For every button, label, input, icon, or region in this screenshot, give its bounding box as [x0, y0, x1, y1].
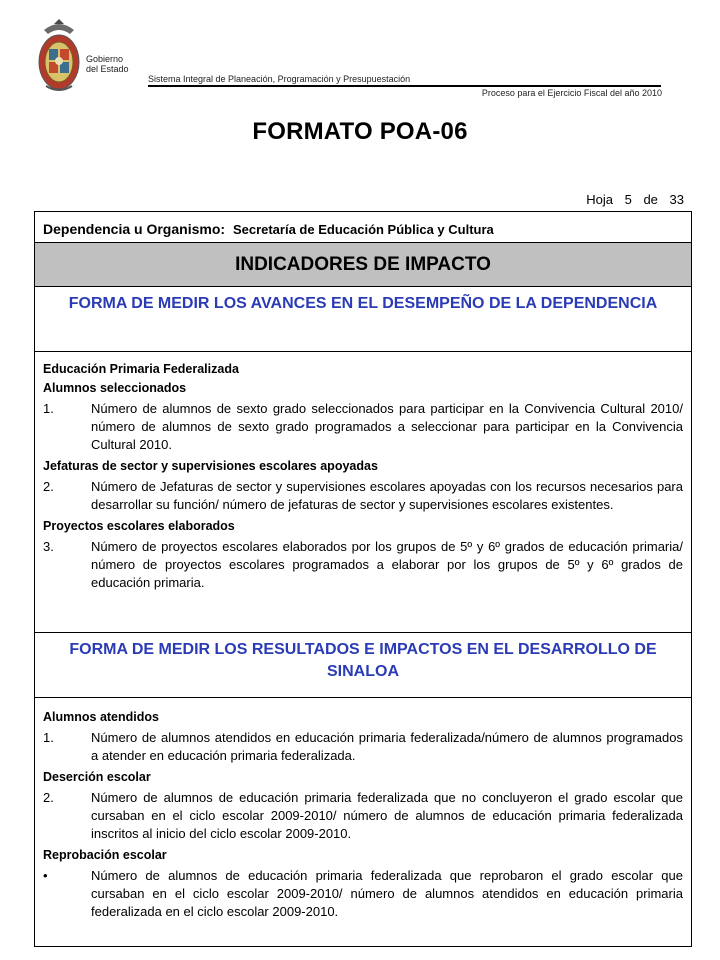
item-text: Número de alumnos de educación primaria federalizada que reprobaron el grado escolar que cursaban en el ciclo escolar 2009-2010/ número de alumnos atendidos en educación primaria federalizada en el ciclo escolar 2009-2010. [91, 868, 683, 919]
section2-group-3 [43, 848, 683, 921]
system-name: Sistema Integral de Planeación, Programación y Presupuestación [148, 74, 411, 84]
list-item [43, 867, 683, 921]
sheet-current: 5 [624, 192, 632, 207]
page-title: FORMATO POA-06 [252, 118, 468, 145]
item-text: Número de Jefaturas de sector y supervisiones escolares apoyadas con los recursos necesarios para desarrollar su función/ número de jefaturas de sector y supervisiones escolares existentes. [91, 479, 683, 512]
group-subtitle: Reprobación escolar [43, 848, 167, 862]
list-item [43, 478, 683, 514]
program-name: Educación Primaria Federalizada [43, 362, 239, 376]
item-text: Número de proyectos escolares elaborados por los grupos de 5º y 6º grados de educación primaria/ número de proyectos escolares programados a elaborar por los grupos de 5º y 6º grados de educación primaria. [91, 539, 683, 590]
section1-group-3 [43, 519, 683, 592]
section2-heading: FORMA DE MEDIR LOS RESULTADOS E IMPACTOS EN EL DESARROLLO DE SINALOA [35, 633, 691, 698]
dependencia-label: Dependencia u Organismo: [43, 221, 226, 237]
gobierno-line1: Gobierno [86, 54, 124, 64]
group-subtitle: Proyectos escolares elaborados [43, 519, 235, 533]
form-frame [34, 211, 692, 947]
item-text: Número de alumnos de sexto grado seleccionados para participar en la Convivencia Cultural 2010/ número de alumnos de sexto grado programados a seleccionar para participar en la Convivencia Cultural 2010. [91, 401, 683, 452]
list-item [43, 789, 683, 843]
state-coat-of-arms-logo [36, 16, 82, 96]
dependencia-row [35, 212, 691, 243]
list-item [43, 729, 683, 765]
section1-group-1 [43, 381, 683, 454]
page-header [0, 0, 720, 110]
item-marker: • [43, 868, 48, 883]
item-text: Número de alumnos atendidos en educación primaria federalizada/número de alumnos programados a atender en educación primaria federalizada. [91, 730, 683, 763]
item-marker: 2. [43, 790, 54, 805]
group-subtitle: Alumnos seleccionados [43, 381, 187, 395]
section1-group-2 [43, 459, 683, 514]
item-text: Número de alumnos de educación primaria federalizada que no concluyeron el grado escolar que cursaban en el ciclo escolar 2009-2010/ número de alumnos de educación primaria federalizada inscritos al inicio del ciclo escolar 2009-2010. [91, 790, 683, 841]
section2-group-2 [43, 770, 683, 843]
item-marker: 1. [43, 730, 54, 745]
section1-heading: FORMA DE MEDIR LOS AVANCES EN EL DESEMPEÑO DE LA DEPENDENCIA [35, 287, 691, 352]
section2-body [35, 698, 691, 921]
sheet-de: de [643, 192, 658, 207]
group-subtitle: Alumnos atendidos [43, 710, 159, 724]
section2-group-1 [43, 710, 683, 765]
item-marker: 3. [43, 539, 54, 554]
gobierno-line2: del Estado [86, 64, 129, 74]
section1-body [35, 352, 691, 633]
gobierno-del-estado-label [86, 54, 129, 74]
group-subtitle: Jefaturas de sector y supervisiones escolares apoyadas [43, 459, 378, 473]
list-item [43, 400, 683, 454]
process-year: Proceso para el Ejercicio Fiscal del año 2010 [481, 88, 662, 98]
header-rule [148, 85, 661, 87]
list-item [43, 538, 683, 592]
group-subtitle: Deserción escolar [43, 770, 151, 784]
sheet-label: Hoja [586, 192, 613, 207]
item-marker: 2. [43, 479, 54, 494]
indicadores-heading: INDICADORES DE IMPACTO [35, 243, 691, 287]
sheet-number [578, 192, 684, 207]
sheet-total: 33 [669, 192, 684, 207]
dependencia-value: Secretaría de Educación Pública y Cultura [232, 222, 494, 237]
item-marker: 1. [43, 401, 54, 416]
